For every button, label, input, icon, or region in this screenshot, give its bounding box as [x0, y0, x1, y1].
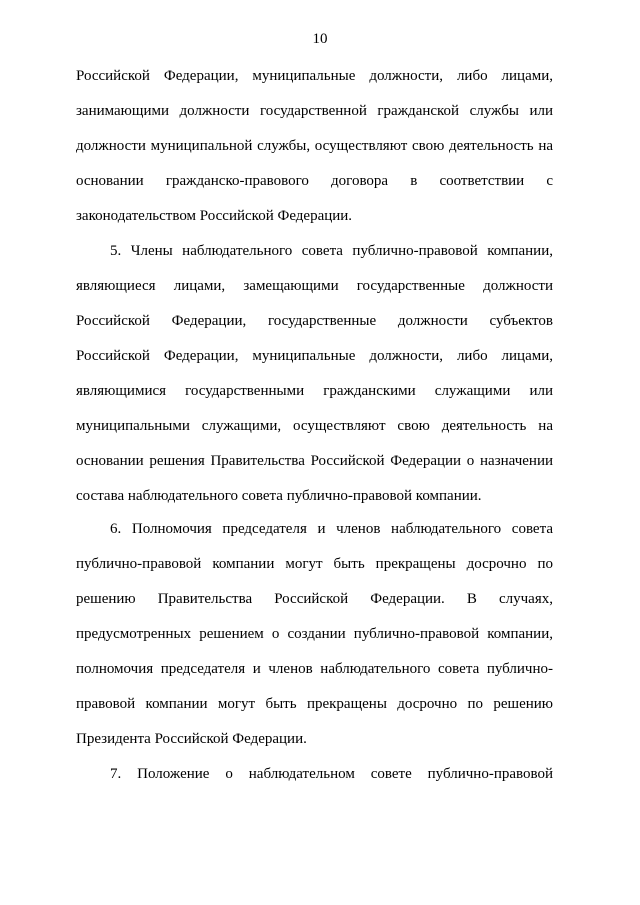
text-line: занимающими должности государственной гражданской службы или: [76, 103, 553, 119]
paragraph-7-first-line: 7. Положение о наблюдательном совете публично-правовой: [110, 766, 553, 782]
text-line: Российской Федерации, муниципальные должности, либо лицами,: [76, 68, 553, 84]
text-line: основании решения Правительства Российской Федерации о назначении: [76, 453, 553, 469]
text-line: решению Правительства Российской Федерации. В случаях,: [76, 591, 553, 607]
text-line: муниципальными служащими, осуществляют свою деятельность на: [76, 418, 553, 434]
paragraph-5-first-line: 5. Члены наблюдательного совета публично-правовой компании,: [110, 243, 553, 259]
text-line: являющиеся лицами, замещающими государственные должности: [76, 278, 553, 294]
text-line: законодательством Российской Федерации.: [76, 208, 353, 224]
text-line: полномочия председателя и членов наблюдательного совета публично-: [76, 661, 553, 677]
text-line: основании гражданско-правового договора в соответствии с: [76, 173, 553, 189]
text-line: должности муниципальной службы, осуществляют свою деятельность на: [76, 138, 553, 154]
text-line: Российской Федерации, муниципальные должности, либо лицами,: [76, 348, 553, 364]
text-line: публично-правовой компании могут быть прекращены досрочно по: [76, 556, 553, 572]
text-line: правовой компании могут быть прекращены досрочно по решению: [76, 696, 553, 712]
text-line: состава наблюдательного совета публично-правовой компании.: [76, 488, 482, 504]
text-line: предусмотренных решением о создании публично-правовой компании,: [76, 626, 553, 642]
text-line: являющимися государственными гражданскими служащими или: [76, 383, 553, 399]
page-number: 10: [312, 31, 328, 47]
paragraph-6-first-line: 6. Полномочия председателя и членов наблюдательного совета: [110, 521, 553, 537]
text-line: Президента Российской Федерации.: [76, 731, 307, 747]
text-line: Российской Федерации, государственные должности субъектов: [76, 313, 553, 329]
